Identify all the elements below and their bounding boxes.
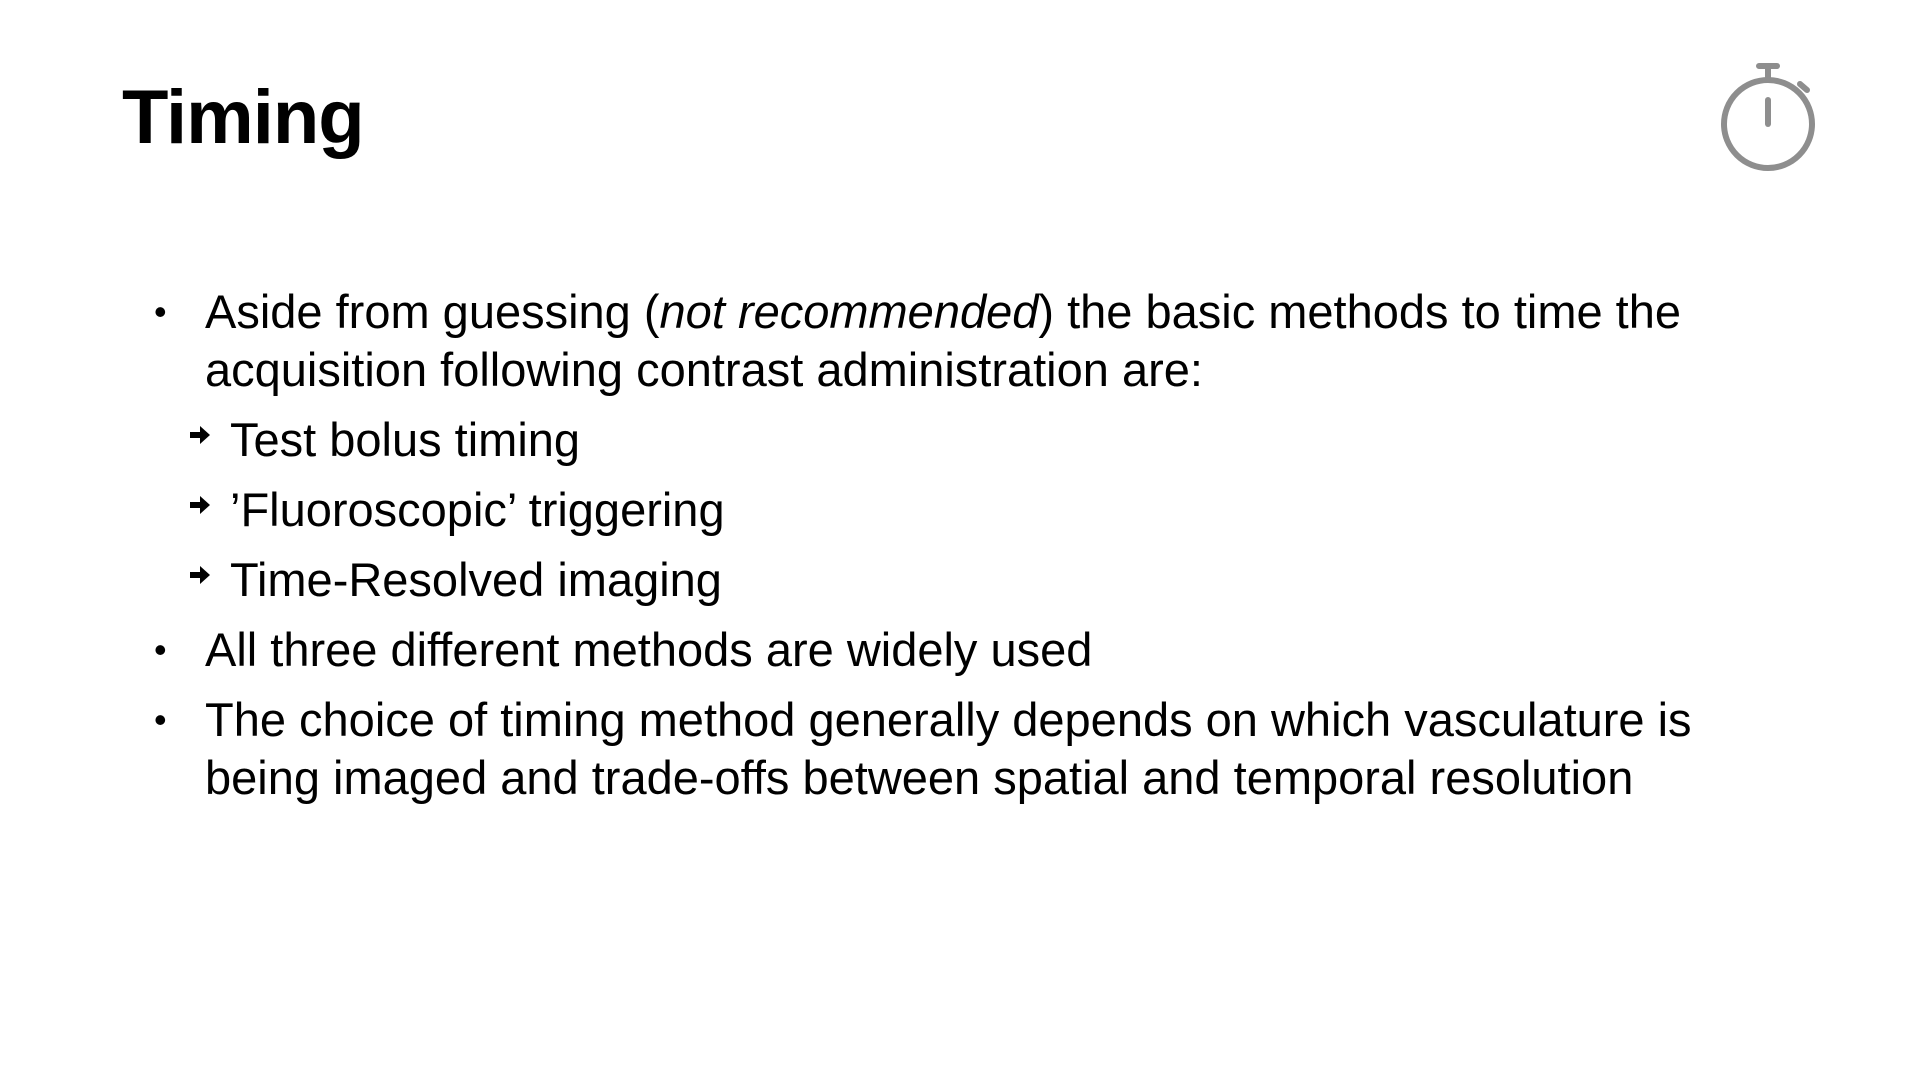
bullet-dot: • [154, 629, 167, 670]
method-label: Test bolus timing [230, 413, 581, 466]
method-item [150, 551, 1810, 609]
method-label: ’Fluoroscopic’ triggering [230, 483, 725, 536]
arrow-right-icon [188, 423, 212, 447]
methods-list [150, 411, 1810, 609]
arrow-right-icon [188, 563, 212, 587]
bullet-text-post: ) the basic methods to time the acquisition following contrast administration are: [205, 285, 1682, 396]
slide-body [150, 283, 1810, 819]
bullet-choice-of-method [150, 691, 1810, 807]
bullet-text-pre: Aside from guessing ( [205, 285, 660, 338]
bullet-text-emphasis: not recommended [659, 285, 1039, 338]
bullet-dot: • [154, 699, 167, 740]
slide-title: Timing [122, 75, 364, 160]
bullet-text: The choice of timing method generally depends on which vasculature is being imaged and trade-offs between spatial and temporal resolution [205, 693, 1692, 804]
bullet-timing-methods [150, 283, 1810, 399]
method-item [150, 481, 1810, 539]
arrow-right-icon [188, 493, 212, 517]
method-item [150, 411, 1810, 469]
stopwatch-icon [1720, 60, 1820, 172]
bullet-text: All three different methods are widely used [205, 623, 1093, 676]
bullet-dot: • [154, 291, 167, 332]
method-label: Time-Resolved imaging [230, 553, 722, 606]
bullet-methods-usage [150, 621, 1810, 679]
